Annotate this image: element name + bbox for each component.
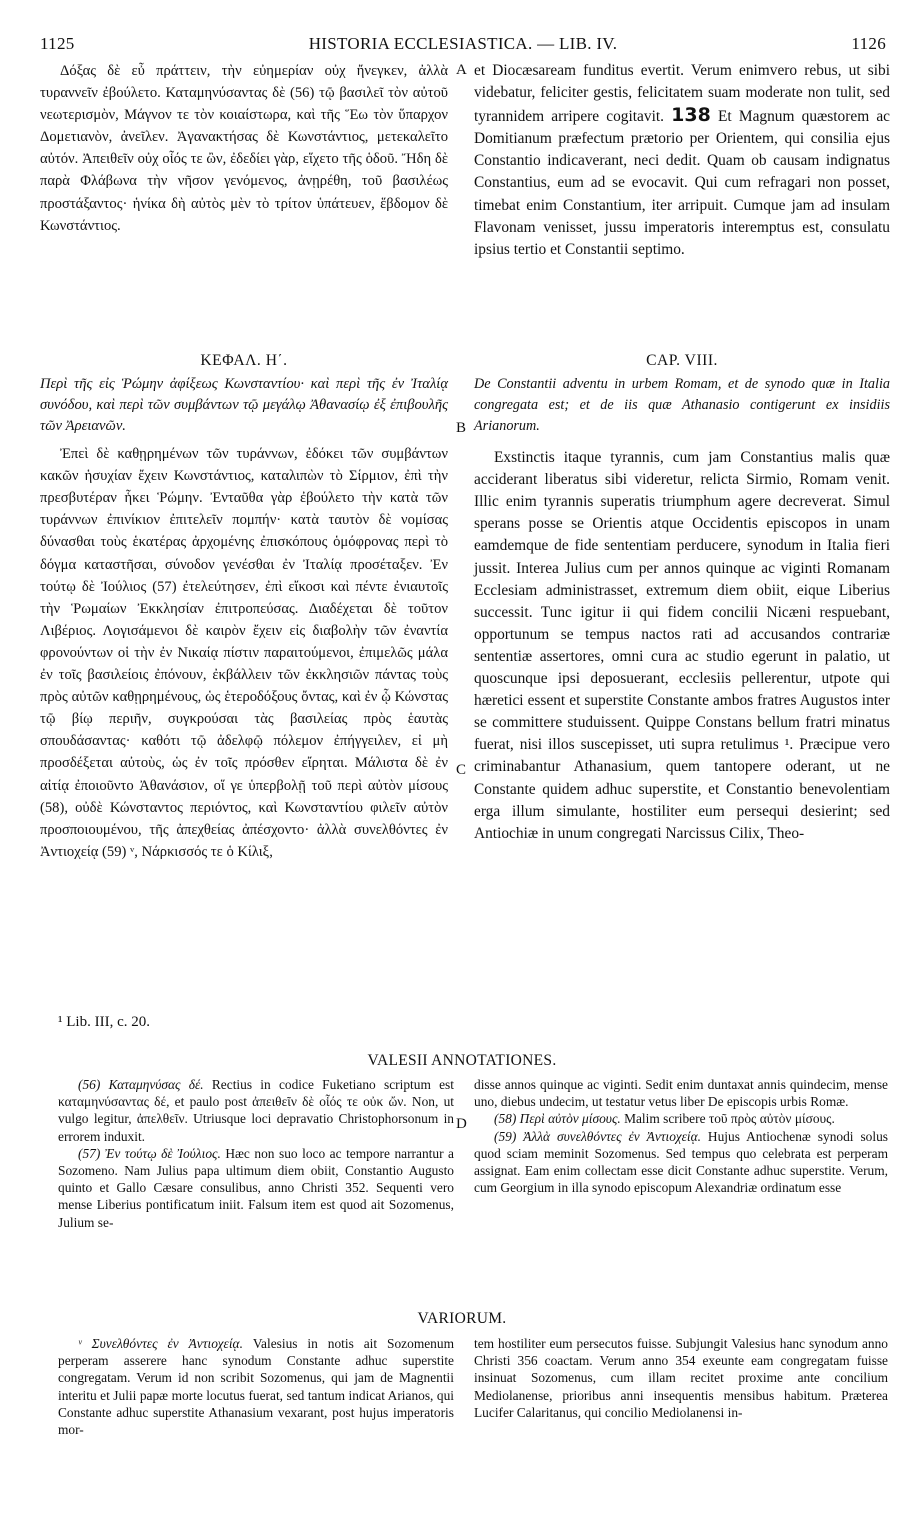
latin-chapter-title: De Constantii adventu in urbem Romam, et de synodo quæ in Italia congregata est; et de iis quæ Athanasio contigerunt ex insidiis Arianorum. xyxy=(474,376,890,435)
latin-column-top xyxy=(474,60,890,261)
annotation-text: Hæc non suo loco ac tempore narrantur a Sozomeno. Nam Julius papa ultimum diem obiit, Constantio Augusto quinto et Gallo Cæsare consulibus, anno Christi 352. Sequenti vero mense Liberius pontificatum iniit. Falsum item est quod ait Sozomenus, Julium se- xyxy=(58,1145,454,1230)
running-title: HISTORIA ECCLESIASTICA. — LIB. IV. xyxy=(308,34,618,53)
variorum-left-column xyxy=(58,1335,454,1438)
greek-chapter-heading: ΚΕΦΑΛ. Η΄. xyxy=(200,352,288,369)
valesii-right-column xyxy=(474,1076,888,1196)
variorum-note: tem hostiliter eum persecutos fuisse. Subjungit Valesius hanc synodum anno Christi 356 coactam. Verum anno 354 exeunte eam congregatam fuisse insinuat Sozomenus, cum illam recitet proxime ante concilium Mediolanense, prioribus anni insequentis mensibus habitum. Præterea Lucifer Calaritanus, qui concilio Mediolanensi in- xyxy=(474,1336,888,1420)
annotation-lemma: (58) Περὶ αὐτὸν μίσους. xyxy=(494,1111,621,1127)
latin-text: et Diocæsaream funditus evertit. Verum enimvero rebus, ut sibi videbatur, feliciter gestis, felicitatem suam moderate non tulit, sed tyrannidem arripere cogitavit. xyxy=(474,62,890,126)
annotation-note xyxy=(474,1110,888,1127)
greek-chapter-body: Ἐπεὶ δὲ καθῃρημένων τῶν τυράννων, ἐδόκει τῶν συμβάντων κακῶν ἡσυχίαν ἔχειν Κωνστάντιος, καταλιπὼν τὸ Σίρμιον, ἐπὶ τὴν πρεσβυτέραν ἧκει Ῥώμην. Ἐνταῦθα γὰρ ἐβούλετο τὴν κατὰ τῶν τυράννων ἐπινίκιον ἐπιτελεῖν πομπήν· κατὰ ταυτὸν δὲ νομίσας δύνασθαι τοὺς ἑκατέρας ἀρχομένης ἐπισκόπους ὁμόφρονας περὶ τὸ δόγμα καταστῆσαι, σύνοδον γενέσθαι ἐν Ἰταλίᾳ προσέταξεν. Ἐν τούτῳ δὲ Ἰούλιος (57) ἐτελεύτησεν, ἐπὶ εἴκοσι καὶ πέντε ἐνιαυτοῖς τὴν Ῥωμαίων Ἐκκλησίαν ἐπιτροπεύσας. Διαδέχεται δὲ τοῦτον Λιβέριος. Λογισάμενοι δὲ καιρὸν ἔχειν εἰς διαβολὴν τῶν ἐναντία φρονούντων οἱ τὴν ἐν Νικαίᾳ πίστιν παραιτούμενοι, ἐπιμελῶς μάλα ἐν τοῖς βασιλείοις ἐπόνουν, ἐκβάλλειν τῶν ἐκκλησιῶν πάντας τοὺς πρὸς αὐτῶν καθῃρημένους, ὡς ἑτεροδόξους ὄντας, καὶ ἐν ᾧ Κώνστας τῷ βίῳ περιῆν, συγκρούσαι τὰς βασιλείας πρὸς ἑαυτὰς σπουδάσαντας· καθότι τῷ ἀδελφῷ πόλεμον ἐπήγγειλεν, εἰ μὴ προσδέξεται αὐτοὺς, ὡς ἐν τοῖς πρόσθεν εἴρηται. Μάλιστα δὲ ἐν αἰτίᾳ ἐποιοῦντο Ἀθανάσιον, οἵ γε ὑπερβολῇ τοῦ περὶ αὐτὸν μίσους (58), οὐδὲ Κώνσταντος περιόντος, καὶ Κωνσταντίου φιλεῖν αὐτὸν προσποιουμένου, τῆς ἀπεχθείας ἀπέσχοντο· ἀλλὰ συνελθόντες ἐν Ἀντιοχείᾳ (59) ᵛ, Νάρκισσός τε ὁ Κίλιξ, xyxy=(40,446,448,860)
annotation-text: Malim scribere τοῦ πρὸς αὐτὸν μίσους. xyxy=(620,1111,835,1127)
valesii-left-column xyxy=(58,1076,454,1231)
annotation-text: Rectius in codice Fuketiano scriptum est καταμηνύσαντας δέ, et paulo post ἀπειθεῖν δὲ οἷός τε οὐκ ὤν. Non, ut vulgo legitur, ἀπελθεῖν. Utriusque loci depravatio Christophorsonum in errorem induxit. xyxy=(58,1077,454,1144)
page-number-left: 1125 xyxy=(40,34,75,53)
footnote: ¹ Lib. III, c. 20. xyxy=(58,1014,150,1030)
variorum-heading: VARIORUM. xyxy=(417,1310,507,1327)
latin-chapter-heading: CAP. VIII. xyxy=(646,352,718,369)
section-number: 138 xyxy=(671,104,711,127)
annotation-text: disse annos quinque ac viginti. Sedit enim duntaxat annis quindecim, mense uno, diebus undecim, ut testatur vetus liber De episcopis urbis Romæ. xyxy=(474,1077,888,1110)
annotation-lemma: (57) Ἐν τούτῳ δὲ Ἰούλιος. xyxy=(78,1145,221,1161)
annotation-note xyxy=(58,1145,454,1231)
greek-chapter-block xyxy=(40,350,448,863)
variorum-text: Valesius in notis ait Sozomenum perperam asserere hanc synodum Constante adhuc superstite congregatam. Verum id non scribit Sozomenus, qui jam de Magnentii interitu et Julii papæ morte locutus fuerat, sed tantum indicat Arianos, qui Constante adhuc superstite Athanasium vexarant, post hujus imperatoris mor- xyxy=(58,1336,454,1438)
running-header xyxy=(40,34,886,58)
margin-letter-b: B xyxy=(456,420,467,436)
latin-chapter-body: Exstinctis itaque tyrannis, cum jam Constantius malis quæ acciderant liberatus sibi videretur, relicta Sirmio, Romam venit. Illic enim tyrannis superatis triumphum agere decreverat. Simul sperans posse se Orientis atque Occidentis episcopos in unam eamdemque de fide sententiam perducere, synodum in Italia fieri jussit. Interea Julius cum per annos quinque ac viginti Romanam Ecclesiam administrasset, extremum diem obiit, eique Liberius successit. Tunc igitur ii qui fidem concilii Nicæni respuebant, opportunum se tempus nactos rati ad accusandos contrariæ sententiæ assertores, omni cura ac studio egerunt in palatio, ut quoscunque ipsi deposuerant, ecclesiis pellerentur, utpote qui hæretici essent et superstite Constante ambos fratres Augustos inter se committere studuissent. Quippe Constans bellum fratri minatus fuerat, nisi illos suscepisset, uti supra retulimus ¹. Præcipue vero criminabantur Athanasium, quem tantopere oderant, ut ne Constante quidem adhuc superstite, et Constantio benevolentiam erga illum simulante, hostiliter eum persequi desierint; sed Antiochiæ in unum congregati Narcissus Cilix, Theo- xyxy=(474,449,890,842)
variorum-right-column xyxy=(474,1335,888,1421)
variorum-lemma: ᵛ Συνελθόντες ἐν Ἀντιοχείᾳ. xyxy=(78,1336,243,1351)
margin-letter-d: D xyxy=(456,1116,467,1132)
latin-chapter-block xyxy=(474,350,890,845)
annotation-lemma: (59) Ἀλλὰ συνελθόντες ἐν Ἀντιοχείᾳ. xyxy=(494,1128,701,1144)
variorum-note xyxy=(58,1335,454,1438)
greek-paragraph: Δόξας δὲ εὖ πράττειν, τὴν εὐημερίαν οὐχ ἤνεγκεν, ἀλλὰ τυραννεῖν ἐβούλετο. Καταμηνύσαντας δὲ (56) τῷ βασιλεῖ τὸν αὐτοῦ νεωτερισμὸν, Μάγνον τε τὸν κοιαίστωρα, καὶ τῆς Ἕω τὸν ὕπαρχον Δομετιανὸν, ἀνεῖλεν. Ἀγανακτήσας δὲ Κωνστάντιος, μετεκαλεῖτο αὐτόν. Ἀπειθεῖν οὐχ οἷός τε ὢν, ἐδεδίει γὰρ, εἵχετο τῆς ὁδοῦ. Ἤδη δὲ παρὰ Φλάβωνα τὴν νῆσον γενόμενος, ἀνῃρέθη, τοῦ βασιλέως προστάξαντος· ἡνίκα δὴ αὐτὸς μὲν τὸ τρίτον ὑπάτευεν, ἕβδομον δὲ Κωνστάντιος. xyxy=(40,63,448,234)
annotation-note xyxy=(58,1076,454,1145)
margin-letter-a: A xyxy=(456,62,467,78)
annotation-text: Hujus Antiochenæ synodi solus quod sciam meminit Sozomenus. Sed tempus quo celebrata est perperam assignat. Eam enim collectam esse dicit Constante adhuc superstite. Verum, cum Georgium in illa synodo episcopum Alexandriæ ordinatum esse xyxy=(474,1128,888,1196)
greek-chapter-title: Περὶ τῆς εἰς Ῥώμην ἀφίξεως Κωνσταντίου· καὶ περὶ τῆς ἐν Ἰταλίᾳ συνόδου, καὶ περὶ τῶν συμβάντων τῷ μεγάλῳ Ἀθανασίῳ ἐξ ἐπιβουλῆς τῶν Ἀρειανῶν. xyxy=(40,376,448,435)
page-number-right: 1126 xyxy=(851,34,886,53)
latin-paragraph xyxy=(474,60,890,261)
annotation-note xyxy=(474,1128,888,1197)
annotation-note xyxy=(474,1076,888,1110)
margin-letter-c: C xyxy=(456,762,467,778)
latin-text: Et Magnum quæstorem ac Domitianum præfectum prætorio per Orientem, qui consilia ejus Constantio indicaverant, neci dedit. Quam ob causam indignatus Constantius, eum ad se evocavit. Qui cum refragari non posset, timebat enim Constantium, iter arripuit. Cumque jam ad insulam Flavonam venisset, jussu imperatoris interemptus est, consulatu ipsius tertio et Constantii septimo. xyxy=(474,108,891,258)
valesii-heading: VALESII ANNOTATIONES. xyxy=(367,1052,557,1069)
greek-column-top xyxy=(40,60,448,237)
annotation-lemma: (56) Καταμηνύσας δέ. xyxy=(78,1077,204,1092)
